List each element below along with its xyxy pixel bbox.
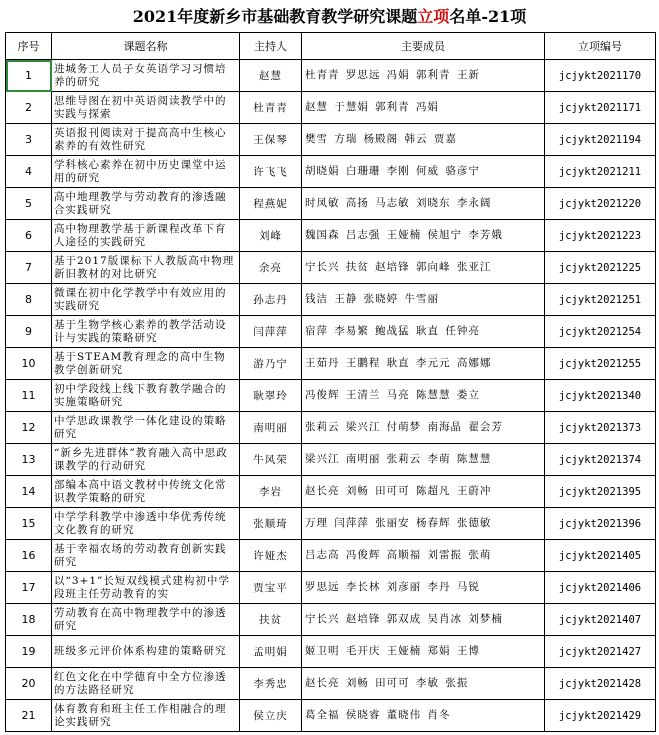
cell-code[interactable]: jcjykt2021255 (545, 348, 656, 380)
cell-name[interactable]: 高中地理教学与劳动教育的渗透融合实践研究 (52, 188, 240, 220)
cell-members[interactable]: 张莉云 梁兴江 付萌梦 南海晶 翟会芳 (302, 412, 545, 444)
cell-name[interactable]: 微课在初中化学教学中有效应用的实践研究 (52, 284, 240, 316)
cell-code[interactable]: jcjykt2021225 (545, 252, 656, 284)
cell-code[interactable]: jcjykt2021251 (545, 284, 656, 316)
cell-members[interactable]: 万理 闫萍萍 张丽安 杨春辉 张德敏 (302, 508, 545, 540)
cell-host[interactable]: 王保琴 (240, 124, 302, 156)
cell-no[interactable]: 13 (6, 444, 52, 476)
cell-no[interactable]: 3 (6, 124, 52, 156)
cell-no[interactable]: 1 (6, 60, 52, 92)
table-row (6, 60, 656, 92)
cell-no[interactable]: 10 (6, 348, 52, 380)
cell-members[interactable]: 时凤敏 高扬 马志敏 刘晓东 李永阔 (302, 188, 545, 220)
cell-host[interactable]: 许娅杰 (240, 540, 302, 572)
cell-no[interactable]: 2 (6, 92, 52, 124)
cell-host[interactable]: 赵慧 (240, 60, 302, 92)
table-row (6, 700, 656, 732)
cell-name[interactable]: 劳动教育在高中物理教学中的渗透研究 (52, 604, 240, 636)
cell-host[interactable]: 耿翠玲 (240, 380, 302, 412)
cell-name[interactable]: 红色文化在中学德育中全方位渗透的方法路径研究 (52, 668, 240, 700)
cell-code[interactable]: jcjykt2021427 (545, 636, 656, 668)
title-highlight: 立项 (417, 7, 450, 26)
cell-host[interactable]: 刘峰 (240, 220, 302, 252)
cell-name[interactable]: 学科核心素养在初中历史课堂中运用的研究 (52, 156, 240, 188)
cell-host[interactable]: 贾宝平 (240, 572, 302, 604)
table-row (6, 348, 656, 380)
cell-code[interactable]: jcjykt2021395 (545, 476, 656, 508)
table-row (6, 284, 656, 316)
cell-name[interactable]: 部编本高中语文教材中传统文化常识教学策略的研究 (52, 476, 240, 508)
cell-no[interactable]: 9 (6, 316, 52, 348)
cell-name[interactable]: 以“3+1”长短双线模式建构初中学段班主任劳动教育的实 (52, 572, 240, 604)
cell-host[interactable]: 程燕妮 (240, 188, 302, 220)
cell-code[interactable]: jcjykt2021407 (545, 604, 656, 636)
cell-name[interactable]: 英语报刊阅读对于提高高中生核心素养的有效性研究 (52, 124, 240, 156)
cell-members[interactable]: 赵长亮 刘畅 田可可 李敏 张振 (302, 668, 545, 700)
cell-host[interactable]: 南明丽 (240, 412, 302, 444)
cell-members[interactable]: 宿萍 李易繁 鲍战猛 耿直 任钟亮 (302, 316, 545, 348)
cell-name[interactable]: 高中物理教学基于新课程改革下育人途径的实践研究 (52, 220, 240, 252)
cell-code[interactable]: jcjykt2021171 (545, 92, 656, 124)
cell-host[interactable]: 杜青青 (240, 92, 302, 124)
table-row (6, 316, 656, 348)
cell-members[interactable]: 宁长兴 扶贫 赵培锋 郭向峰 张亚江 (302, 252, 545, 284)
cell-no[interactable]: 14 (6, 476, 52, 508)
table-row (6, 220, 656, 252)
header-name: 课题名称 (52, 33, 240, 60)
cell-host[interactable]: 孟明娟 (240, 636, 302, 668)
cell-members[interactable]: 赵慧 于慧娟 郭利青 冯娟 (302, 92, 545, 124)
cell-members[interactable]: 吕志高 冯俊辉 高顺福 刘雷振 张萌 (302, 540, 545, 572)
cell-host[interactable]: 扶贫 (240, 604, 302, 636)
cell-no[interactable]: 19 (6, 636, 52, 668)
cell-name[interactable]: 初中学段线上线下教育教学融合的实施策略研究 (52, 380, 240, 412)
cell-members[interactable]: 魏国森 吕志强 王娅楠 侯旭宁 李芳娥 (302, 220, 545, 252)
table-row (6, 412, 656, 444)
cell-code[interactable]: jcjykt2021340 (545, 380, 656, 412)
cell-members[interactable]: 钱洁 王静 张晓婷 牛雪丽 (302, 284, 545, 316)
header-code: 立项编号 (545, 33, 656, 60)
cell-name[interactable]: 基于生物学核心素养的教学活动设计与实践的策略研究 (52, 316, 240, 348)
cell-members[interactable]: 葛全福 侯晓睿 董晓伟 肖冬 (302, 700, 545, 732)
table-row (6, 380, 656, 412)
table-row (6, 508, 656, 540)
table-row (6, 124, 656, 156)
cell-name[interactable]: “新乡先进群体”教育融入高中思政课教学的行动研究 (52, 444, 240, 476)
cell-code[interactable]: jcjykt2021373 (545, 412, 656, 444)
cell-host[interactable]: 许飞飞 (240, 156, 302, 188)
cell-code[interactable]: jcjykt2021374 (545, 444, 656, 476)
header-members: 主要成员 (302, 33, 545, 60)
table-row (6, 476, 656, 508)
cell-name[interactable]: 中学思政课教学一体化建设的策略研究 (52, 412, 240, 444)
cell-no[interactable]: 15 (6, 508, 52, 540)
table-row (6, 540, 656, 572)
cell-no[interactable]: 21 (6, 700, 52, 732)
table-row (6, 188, 656, 220)
cell-host[interactable]: 李岩 (240, 476, 302, 508)
cell-no[interactable]: 8 (6, 284, 52, 316)
table-row (6, 636, 656, 668)
cell-no[interactable]: 11 (6, 380, 52, 412)
cell-code[interactable]: jcjykt2021211 (545, 156, 656, 188)
cell-host[interactable]: 游乃宁 (240, 348, 302, 380)
header-row (6, 33, 656, 60)
cell-name[interactable]: 基于2017版课标下人教版高中物理新旧教材的对比研究 (52, 252, 240, 284)
cell-no[interactable]: 4 (6, 156, 52, 188)
cell-code[interactable]: jcjykt2021254 (545, 316, 656, 348)
cell-members[interactable]: 宁长兴 赵培锋 郭双成 吴肖冰 刘梦楠 (302, 604, 545, 636)
project-table (5, 32, 656, 732)
cell-code[interactable]: jcjykt2021223 (545, 220, 656, 252)
cell-code[interactable]: jcjykt2021170 (545, 60, 656, 92)
cell-members[interactable]: 胡晓娟 白珊珊 李刚 何威 骆彦宁 (302, 156, 545, 188)
table-row (6, 572, 656, 604)
page-title (0, 4, 659, 30)
cell-no[interactable]: 6 (6, 220, 52, 252)
title-main: 2021年度新乡市基础教育教学研究课题 (132, 7, 418, 26)
cell-host[interactable]: 孙志丹 (240, 284, 302, 316)
cell-name[interactable]: 基于幸福农场的劳动教育创新实践研究 (52, 540, 240, 572)
cell-members[interactable]: 姬卫明 毛开庆 王娅楠 郑娟 王博 (302, 636, 545, 668)
cell-name[interactable]: 基于STEAM教育理念的高中生物教学创新研究 (52, 348, 240, 380)
cell-members[interactable]: 赵长亮 刘畅 田可可 陈超凡 王蔚冲 (302, 476, 545, 508)
cell-name[interactable]: 思维导图在初中英语阅读教学中的实践与探索 (52, 92, 240, 124)
cell-code[interactable]: jcjykt2021396 (545, 508, 656, 540)
cell-name[interactable]: 中学学科教学中渗透中华优秀传统文化教育的研究 (52, 508, 240, 540)
cell-members[interactable]: 杜青青 罗思远 冯娟 郭利青 王新 (302, 60, 545, 92)
cell-name[interactable]: 进城务工人员子女英语学习习惯培养的研究 (52, 60, 240, 92)
cell-no[interactable]: 5 (6, 188, 52, 220)
cell-code[interactable]: jcjykt2021429 (545, 700, 656, 732)
cell-code[interactable]: jcjykt2021220 (545, 188, 656, 220)
table-row (6, 444, 656, 476)
header-no: 序号 (6, 33, 52, 60)
cell-host[interactable]: 张顺琦 (240, 508, 302, 540)
cell-members[interactable]: 罗思远 李长林 刘彦丽 李丹 马锐 (302, 572, 545, 604)
cell-no[interactable]: 18 (6, 604, 52, 636)
cell-no[interactable]: 20 (6, 668, 52, 700)
table-row (6, 668, 656, 700)
cell-no[interactable]: 12 (6, 412, 52, 444)
cell-members[interactable]: 樊雪 方瑞 杨殿阁 韩云 贾嘉 (302, 124, 545, 156)
cell-no[interactable]: 16 (6, 540, 52, 572)
cell-code[interactable]: jcjykt2021406 (545, 572, 656, 604)
cell-members[interactable]: 王茹丹 王鹏程 耿直 李元元 高娜娜 (302, 348, 545, 380)
header-host: 主持人 (240, 33, 302, 60)
cell-host[interactable]: 侯立庆 (240, 700, 302, 732)
cell-name[interactable]: 班级多元评价体系构建的策略研究 (52, 636, 240, 668)
table-row (6, 252, 656, 284)
table-row (6, 156, 656, 188)
table-row (6, 604, 656, 636)
cell-code[interactable]: jcjykt2021194 (545, 124, 656, 156)
title-suffix: 名单-21项 (449, 7, 527, 26)
cell-code[interactable]: jcjykt2021405 (545, 540, 656, 572)
cell-host[interactable]: 闫萍萍 (240, 316, 302, 348)
cell-members[interactable]: 梁兴江 南明丽 张莉云 李萌 陈慧慧 (302, 444, 545, 476)
cell-no[interactable]: 7 (6, 252, 52, 284)
cell-host[interactable]: 李秀忠 (240, 668, 302, 700)
table-body (6, 60, 656, 732)
cell-members[interactable]: 冯俊辉 王清兰 马亮 陈慧慧 娄立 (302, 380, 545, 412)
table-row (6, 92, 656, 124)
cell-host[interactable]: 牛风荣 (240, 444, 302, 476)
cell-name[interactable]: 体育教育和班主任工作相融合的理论实践研究 (52, 700, 240, 732)
cell-no[interactable]: 17 (6, 572, 52, 604)
cell-host[interactable]: 余亮 (240, 252, 302, 284)
cell-code[interactable]: jcjykt2021428 (545, 668, 656, 700)
